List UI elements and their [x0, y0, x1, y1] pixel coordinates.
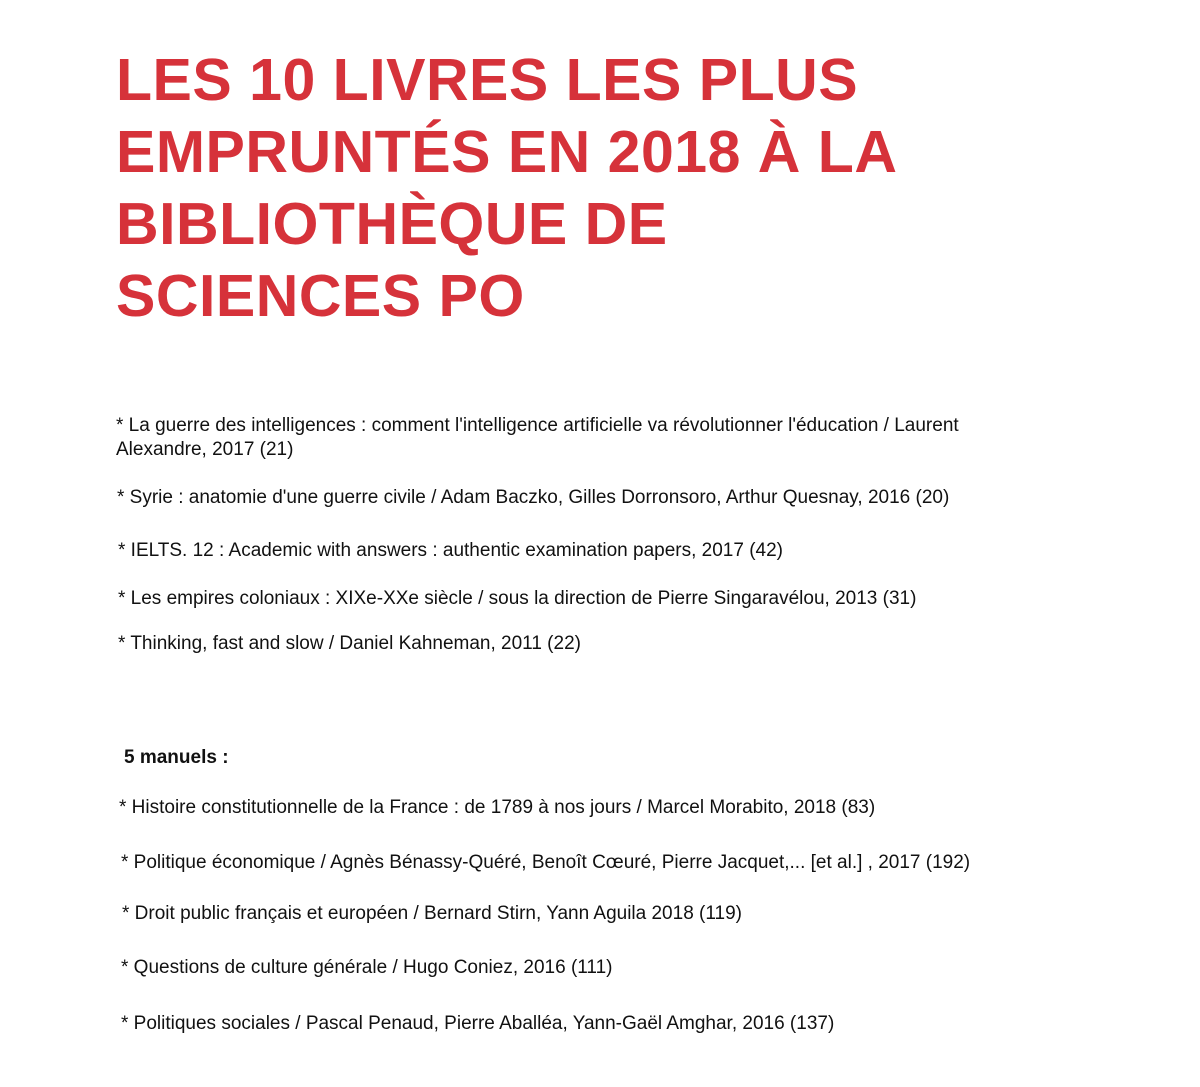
- book-entry-3: * IELTS. 12 : Academic with answers : authentic examination papers, 2017 (42): [118, 540, 783, 561]
- book-entry-1-line-2: Alexandre, 2017 (21): [116, 439, 294, 460]
- title-line: BIBLIOTHÈQUE DE: [116, 191, 668, 257]
- manual-entry-3: * Droit public français et européen / Bernard Stirn, Yann Aguila 2018 (119): [122, 903, 742, 924]
- book-entry-4: * Les empires coloniaux : XIXe-XXe siècle / sous la direction de Pierre Singaravélou, 2013 (31): [118, 588, 917, 609]
- manual-entry-5: * Politiques sociales / Pascal Penaud, Pierre Aballéa, Yann-Gaël Amghar, 2016 (137): [121, 1013, 835, 1034]
- manual-entry-2: * Politique économique / Agnès Bénassy-Quéré, Benoît Cœuré, Pierre Jacquet,... [et al.] , 2017 (192): [121, 852, 971, 873]
- book-entry-2: * Syrie : anatomie d'une guerre civile / Adam Baczko, Gilles Dorronsoro, Arthur Quesnay, 2016 (20): [117, 487, 950, 508]
- page-title: [116, 44, 897, 332]
- title-line: EMPRUNTÉS EN 2018 À LA: [116, 119, 898, 185]
- manual-entry-1: * Histoire constitutionnelle de la France : de 1789 à nos jours / Marcel Morabito, 2018 (83): [119, 797, 876, 818]
- manual-entry-4: * Questions de culture générale / Hugo Coniez, 2016 (111): [121, 957, 613, 978]
- book-entry-5: * Thinking, fast and slow / Daniel Kahneman, 2011 (22): [118, 633, 581, 654]
- title-line: SCIENCES PO: [116, 263, 525, 329]
- book-entry-1-line-1: * La guerre des intelligences : comment l'intelligence artificielle va révolutionner l'éducation / Laurent: [116, 415, 959, 436]
- manuals-heading: 5 manuels :: [124, 747, 229, 768]
- title-line: LES 10 LIVRES LES PLUS: [116, 47, 859, 113]
